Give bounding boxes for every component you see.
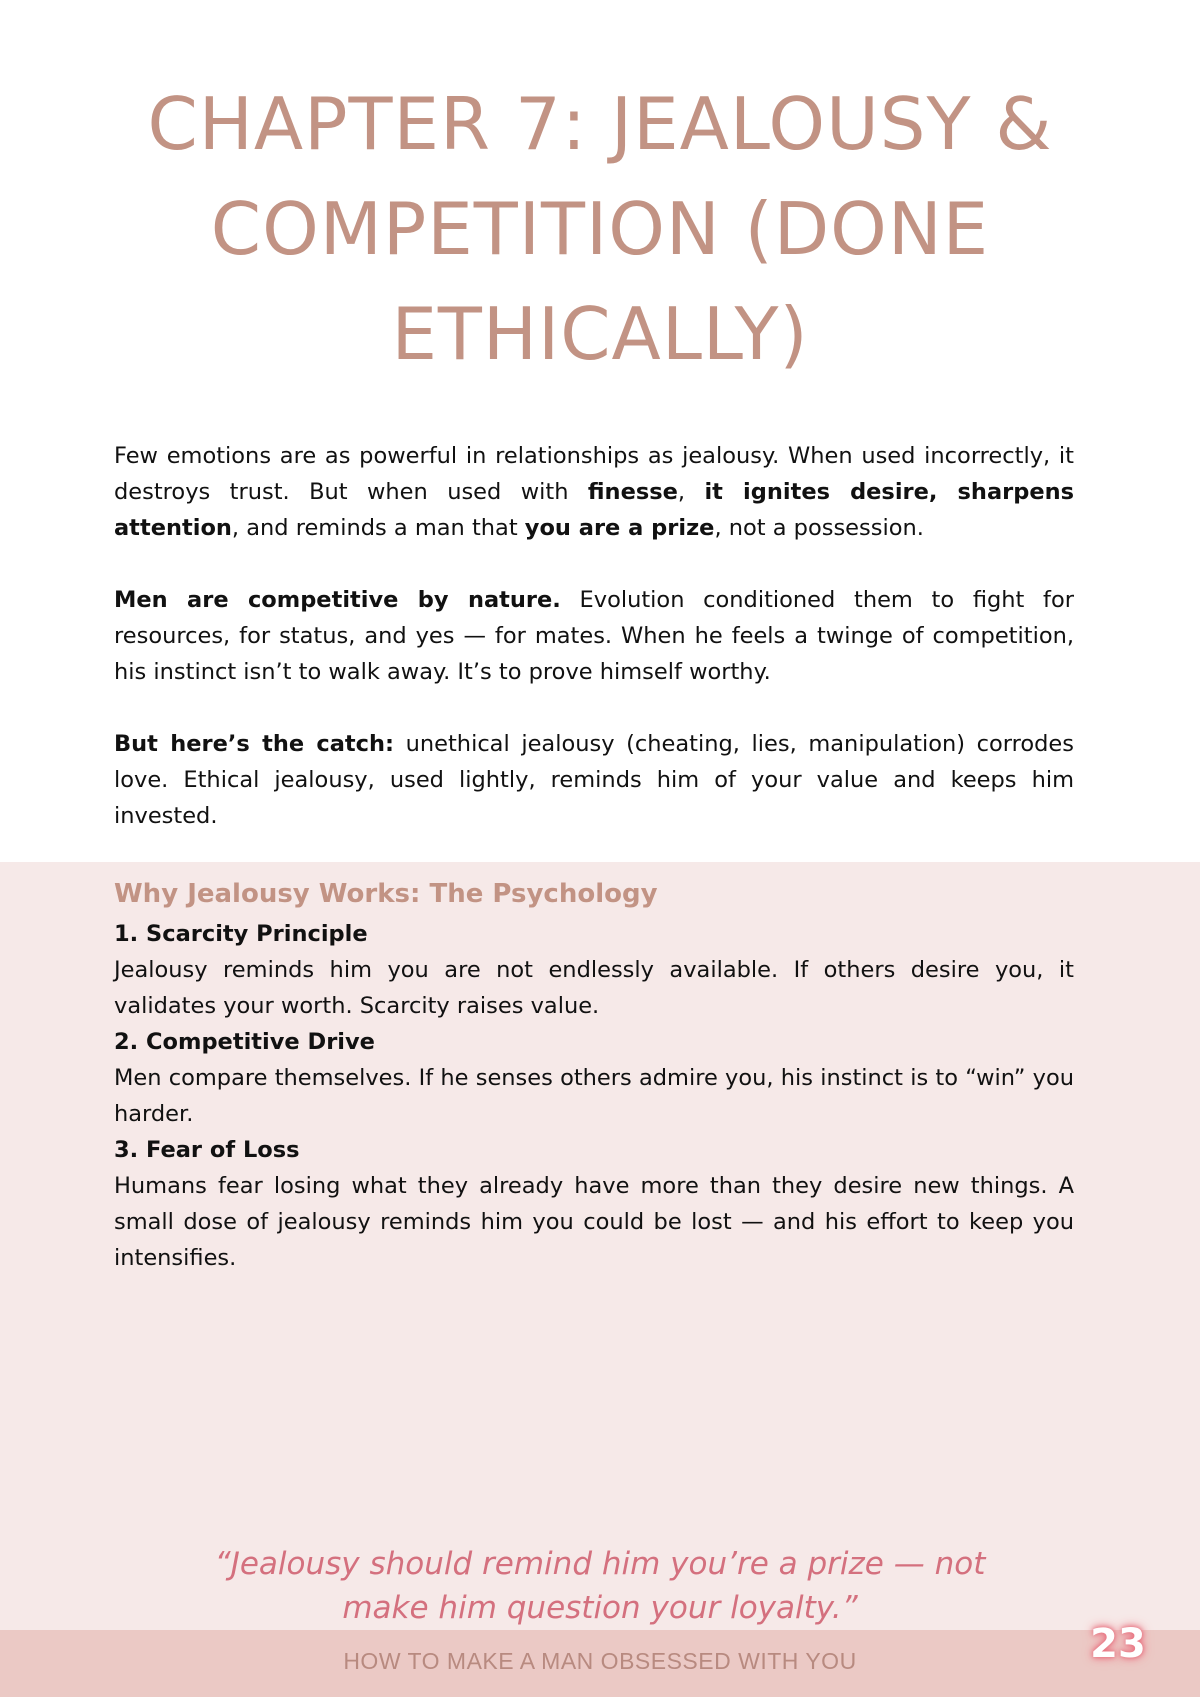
pull-quote-line-2: make him question your loyalty.” [342,1590,858,1626]
intro-paragraph-2 [114,582,1074,690]
psychology-item-scarcity [114,916,1074,1024]
intro-p1-bold-2: it ignites desire, sharpens attention [114,479,1075,541]
pull-quote [150,1542,1050,1630]
psychology-item-competitive-drive [114,1024,1074,1132]
item-heading: 2. Competitive Drive [114,1029,375,1055]
intro-p2-bold-1: Men are competitive by nature. [114,587,561,613]
psychology-content [114,874,1074,1276]
footer-book-title: HOW TO MAKE A MAN OBSESSED WITH YOU [343,1648,857,1674]
intro-section [114,438,1074,870]
item-heading: 3. Fear of Loss [114,1137,300,1163]
pull-quote-line-1: “Jealousy should remind him you’re a prize — not [214,1546,986,1582]
chapter-title [0,72,1200,387]
intro-p3-text-1: unethical jealousy (cheating, lies, manipulation) corrodes love. Ethical jealousy, used lightly, reminds him of your value and keeps him invested. [114,731,1074,829]
intro-paragraph-1 [114,438,1074,546]
intro-p1-text-4: , not a possession. [714,515,924,541]
item-text: Humans fear losing what they already have more than they desire new things. A small dose of jealousy reminds him you could be lost — and his effort to keep you intensifies. [114,1173,1074,1271]
page-footer [0,1630,1200,1697]
intro-p3-bold-1: But here’s the catch: [114,731,395,757]
chapter-title-line-3: ETHICALLY) [391,292,809,376]
intro-p1-text-2: , [677,479,705,505]
psychology-heading: Why Jealousy Works: The Psychology [114,879,658,909]
item-text: Jealousy reminds him you are not endlessly available. If others desire you, it validates your worth. Scarcity raises value. [114,957,1074,1019]
intro-p1-bold-3: you are a prize [524,515,715,541]
intro-p1-bold-1: finesse [587,479,678,505]
psychology-item-fear-of-loss [114,1132,1074,1276]
item-heading: 1. Scarcity Principle [114,921,368,947]
chapter-title-line-1: CHAPTER 7: JEALOUSY & [147,82,1053,166]
intro-p1-text-1: Few emotions are as powerful in relationships as jealousy. When used incorrectly, it destroys trust. But when used with [114,443,1074,505]
intro-p1-text-3: , and reminds a man that [231,515,525,541]
chapter-title-line-2: COMPETITION (DONE [210,187,990,271]
item-text: Men compare themselves. If he senses others admire you, his instinct is to “win” you harder. [114,1065,1074,1127]
intro-paragraph-3 [114,726,1074,834]
intro-p2-text-1: Evolution conditioned them to fight for resources, for status, and yes — for mates. When he feels a twinge of competition, his instinct isn’t to walk away. It’s to prove himself worthy. [114,587,1074,685]
page-number-badge: 23 [1090,1621,1146,1667]
